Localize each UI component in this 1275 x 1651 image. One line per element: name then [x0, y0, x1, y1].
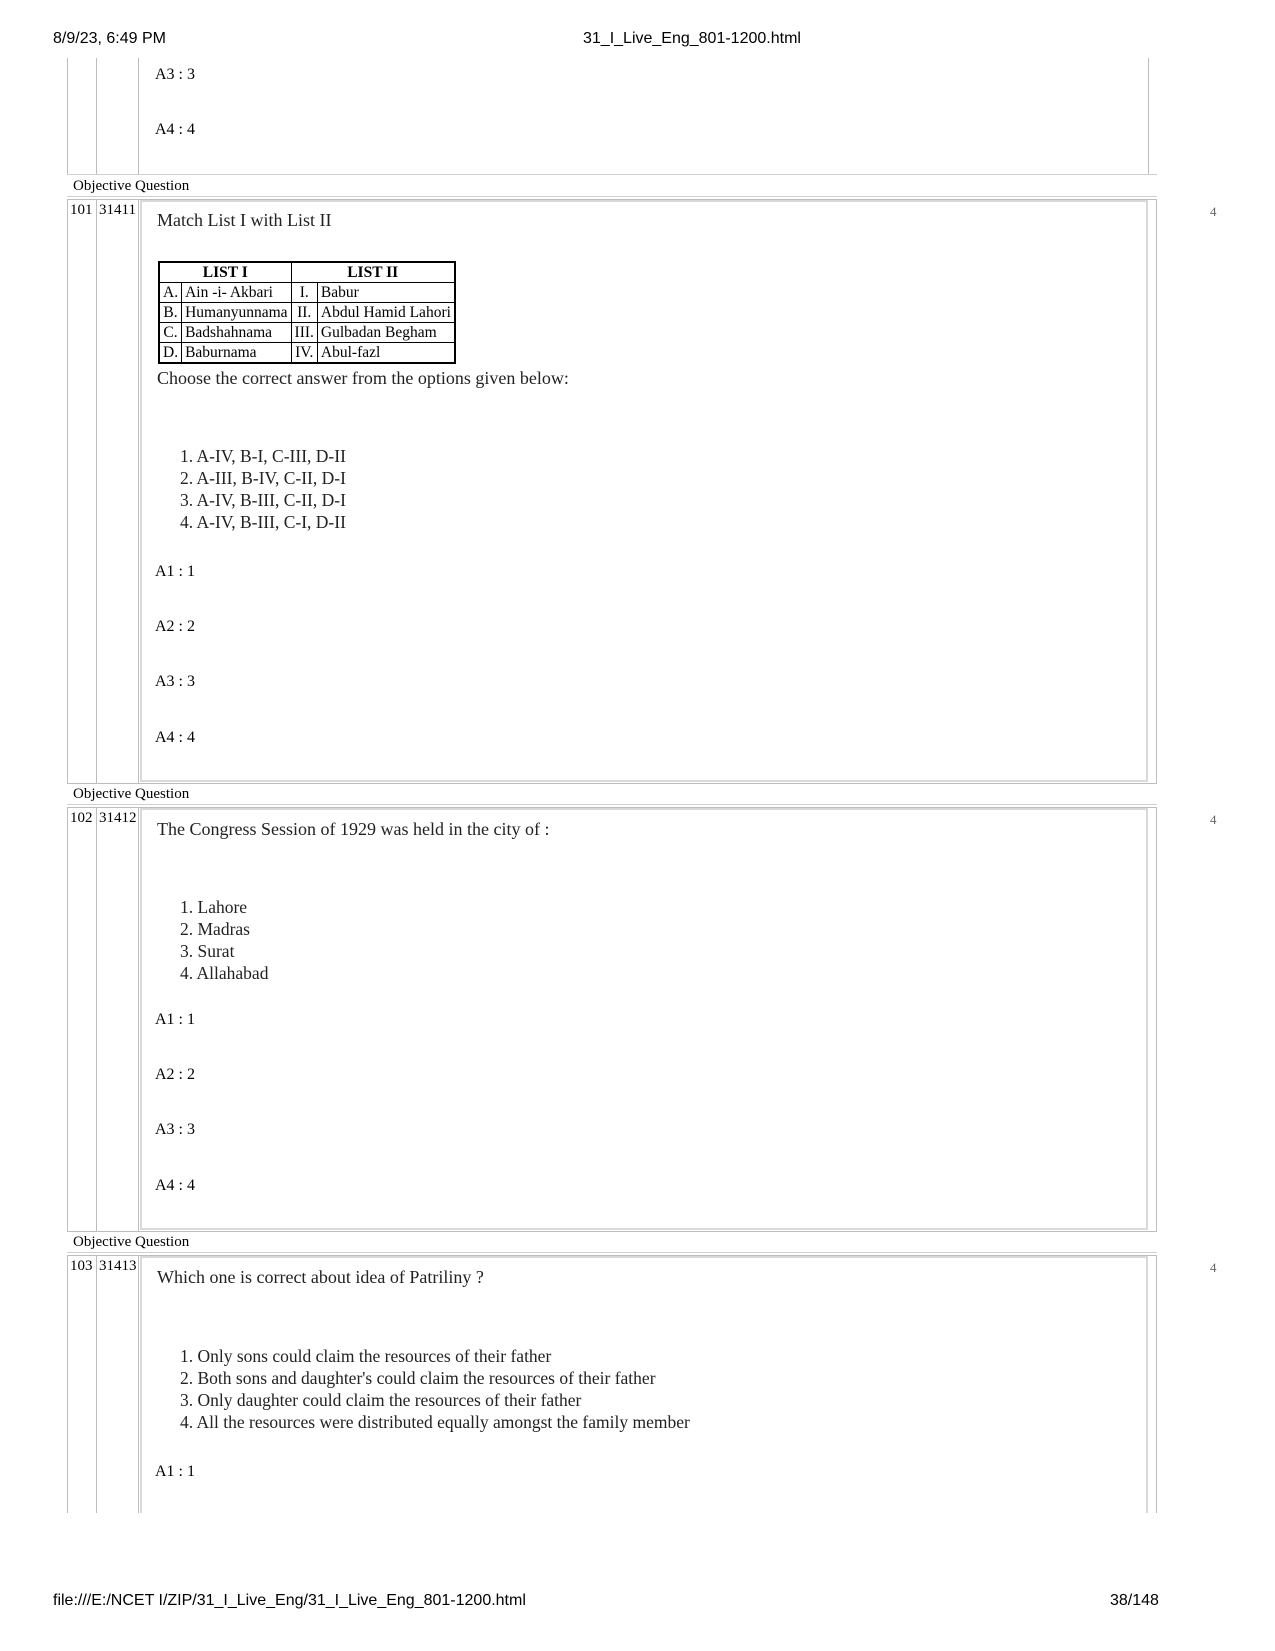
answer-line: A4 : 4	[155, 1177, 195, 1194]
print-file-path: file:///E:/NCET I/ZIP/31_I_Live_Eng/31_I_Live_Eng_801-1200.html	[53, 1592, 526, 1609]
list-1-key: B.	[159, 303, 182, 323]
print-page-indicator: 38/148	[1110, 1592, 1159, 1609]
answer-line: A2 : 2	[155, 618, 195, 635]
list-2-key: II.	[291, 303, 317, 323]
list-2-key: III.	[291, 323, 317, 343]
list-1-item: Ain -i- Akbari	[182, 283, 291, 303]
answer-line: A3 : 3	[155, 1121, 195, 1138]
list-1-item: Baburnama	[182, 343, 291, 364]
question-text: Which one is correct about idea of Patriliny ?	[157, 1267, 484, 1287]
list-2-key: IV.	[291, 343, 317, 364]
question-type-label: Objective Question	[73, 178, 190, 194]
match-table-row	[159, 303, 455, 323]
answer-line: A1 : 1	[155, 1011, 195, 1028]
option-item: 2. Both sons and daughter's could claim the resources of their father	[180, 1368, 656, 1388]
list-1-item: Badshahnama	[182, 323, 291, 343]
question-serial: 103	[70, 1258, 93, 1274]
option-item: 1. Lahore	[180, 897, 248, 917]
edge-mark: 4	[1210, 1260, 1217, 1275]
match-table-header-list-1: LIST I	[159, 262, 291, 283]
match-table-header-row	[159, 262, 455, 283]
match-table-header-list-2: LIST II	[291, 262, 455, 283]
option-item: 2. A-III, B-IV, C-II, D-I	[180, 468, 346, 488]
option-item: 4. All the resources were distributed equally amongst the family member	[180, 1412, 690, 1432]
option-item: 4. Allahabad	[180, 963, 269, 983]
question-instruction: Choose the correct answer from the options given below:	[157, 368, 569, 388]
match-table-row	[159, 283, 455, 303]
match-table-row	[159, 323, 455, 343]
option-item: 3. Only daughter could claim the resources of their father	[180, 1390, 582, 1410]
list-2-item: Abdul Hamid Lahori	[317, 303, 455, 323]
answer-line: A3 : 3	[155, 673, 195, 690]
question-text: Match List I with List II	[157, 210, 332, 230]
print-document-title: 31_I_Live_Eng_801-1200.html	[583, 30, 801, 47]
list-1-key: C.	[159, 323, 182, 343]
option-item: 1. A-IV, B-I, C-III, D-II	[180, 446, 346, 466]
option-item: 3. Surat	[180, 941, 235, 961]
question-type-label: Objective Question	[73, 1234, 190, 1250]
answer-line: A4 : 4	[155, 729, 195, 746]
match-table-row	[159, 343, 455, 364]
question-text: The Congress Session of 1929 was held in the city of :	[157, 819, 550, 839]
question-serial: 102	[70, 810, 93, 826]
option-item: 1. Only sons could claim the resources of their father	[180, 1346, 552, 1366]
answer-line: A4 : 4	[155, 121, 195, 138]
edge-mark: 4	[1210, 812, 1217, 827]
option-item: 3. A-IV, B-III, C-II, D-I	[180, 490, 346, 510]
options-list	[180, 445, 346, 533]
answer-line: A3 : 3	[155, 66, 195, 83]
list-2-key: I.	[291, 283, 317, 303]
answer-line: A2 : 2	[155, 1066, 195, 1083]
edge-mark: 4	[1210, 204, 1217, 219]
question-type-label: Objective Question	[73, 786, 190, 802]
list-1-key: D.	[159, 343, 182, 364]
answer-line: A1 : 1	[155, 563, 195, 580]
print-datetime: 8/9/23, 6:49 PM	[53, 30, 166, 47]
question-id: 31411	[99, 202, 136, 218]
answer-line: A1 : 1	[155, 1463, 195, 1480]
match-table	[158, 261, 456, 364]
list-2-item: Babur	[317, 283, 455, 303]
question-serial: 101	[70, 202, 93, 218]
list-2-item: Abul-fazl	[317, 343, 455, 364]
question-id: 31413	[99, 1258, 137, 1274]
option-item: 4. A-IV, B-III, C-I, D-II	[180, 512, 346, 532]
options-list	[180, 1345, 690, 1433]
list-2-item: Gulbadan Begham	[317, 323, 455, 343]
option-item: 2. Madras	[180, 919, 250, 939]
question-id: 31412	[99, 810, 137, 826]
options-list	[180, 896, 268, 984]
list-1-key: A.	[159, 283, 182, 303]
list-1-item: Humanyunnama	[182, 303, 291, 323]
